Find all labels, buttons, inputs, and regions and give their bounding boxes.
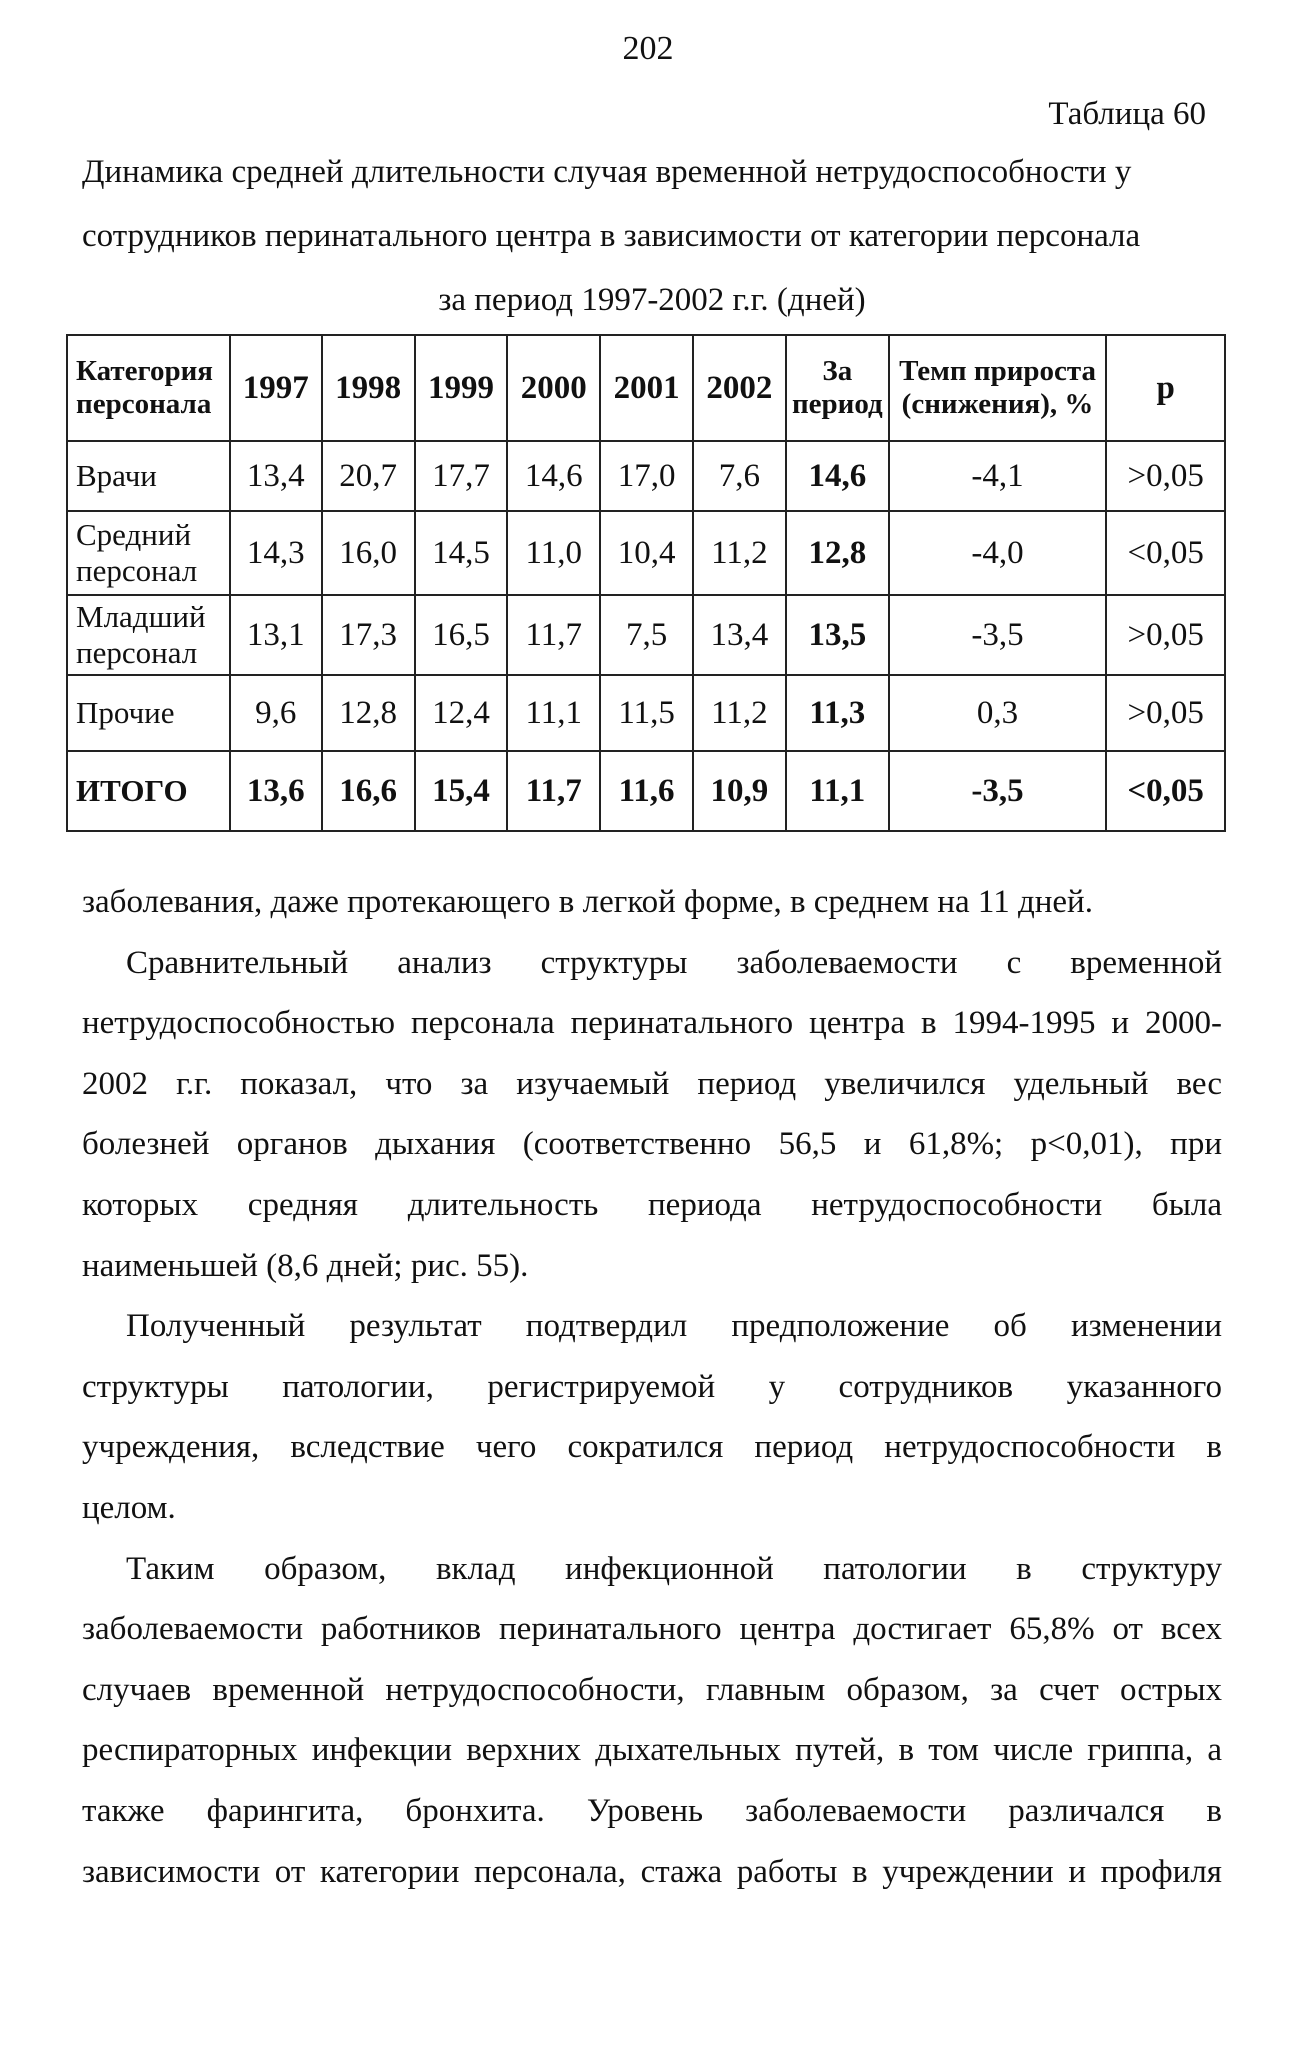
header-period: За период [786, 335, 889, 441]
header-year: 2000 [507, 335, 600, 441]
table-cell: 11,7 [507, 595, 600, 675]
header-year: 1998 [322, 335, 415, 441]
text-line: наименьшей (8,6 дней; рис. 55). [82, 1247, 529, 1284]
text-line: которых средняя длительность периода нетрудоспособности была [82, 1186, 1222, 1223]
table-cell: 11,3 [786, 675, 889, 751]
text-line: респираторных инфекции верхних дыхательных путей, в том числе гриппа, а [82, 1732, 1222, 1769]
header-growth-rate: Темп прироста (снижения), % [889, 335, 1106, 441]
text-line: зависимости от категории персонала, стажа работы в учреждении и профиля [82, 1853, 1222, 1890]
table-cell: 11,1 [507, 675, 600, 751]
table-cell: -4,0 [889, 511, 1106, 595]
caption-line: сотрудников перинатального центра в зависимости от категории персонала [82, 218, 1141, 254]
table-cell: 15,4 [415, 751, 508, 831]
table-cell: 13,6 [230, 751, 322, 831]
table-cell: 11,6 [600, 751, 693, 831]
table-cell: 13,4 [693, 595, 786, 675]
cell-category: Младший персонал [67, 595, 230, 675]
header-year: 1999 [415, 335, 508, 441]
table-cell: 17,3 [322, 595, 415, 675]
header-p: р [1106, 335, 1225, 441]
table-cell: 12,8 [786, 511, 889, 595]
caption-line: Динамика средней длительности случая временной нетрудоспособности у [82, 154, 1132, 190]
table-cell: 20,7 [322, 441, 415, 511]
text-line: нетрудоспособностью персонала перинатального центра в 1994-1995 и 2000- [82, 1005, 1222, 1042]
table-cell: 14,5 [415, 511, 508, 595]
table-cell: 14,6 [507, 441, 600, 511]
table-total-row [67, 751, 1225, 831]
text-line: случаев временной нетрудоспособности, главным образом, за счет острых [82, 1671, 1222, 1708]
table-cell: 17,7 [415, 441, 508, 511]
cell-category: Прочие [67, 675, 230, 751]
table-caption [82, 140, 1222, 332]
cell-category: ИТОГО [67, 751, 230, 831]
text-line: заболевания, даже протекающего в легкой форме, в среднем на 11 дней. [82, 884, 1093, 920]
table-cell: 11,0 [507, 511, 600, 595]
table-cell: 11,5 [600, 675, 693, 751]
caption-line: за период 1997-2002 г.г. (дней) [438, 282, 866, 318]
table-cell: 10,9 [693, 751, 786, 831]
table-row [67, 511, 1225, 595]
table-cell: 7,5 [600, 595, 693, 675]
text-line: целом. [82, 1489, 176, 1526]
table-cell: 11,2 [693, 675, 786, 751]
data-table [66, 334, 1226, 832]
header-year: 1997 [230, 335, 322, 441]
header-category: Категория персонала [67, 335, 230, 441]
table-row [67, 675, 1225, 751]
table-cell: 7,6 [693, 441, 786, 511]
table-cell: 0,3 [889, 675, 1106, 751]
table-cell: <0,05 [1106, 511, 1225, 595]
text-line: учреждения, вследствие чего сократился период нетрудоспособности в [82, 1429, 1222, 1466]
table-cell: -3,5 [889, 751, 1106, 831]
table-header-row [67, 335, 1225, 441]
table-row [67, 441, 1225, 511]
text-line: Таким образом, вклад инфекционной патологии в структуру [126, 1550, 1222, 1587]
text-line: также фарингита, бронхита. Уровень заболеваемости различался в [82, 1792, 1222, 1829]
table-cell: >0,05 [1106, 441, 1225, 511]
table-cell: 13,1 [230, 595, 322, 675]
table-cell: 16,6 [322, 751, 415, 831]
table-cell: 16,0 [322, 511, 415, 595]
table-cell: 11,7 [507, 751, 600, 831]
table-cell: >0,05 [1106, 675, 1225, 751]
text-line: болезней органов дыхания (соответственно 56,5 и 61,8%; р<0,01), при [82, 1126, 1222, 1163]
table-label: Таблица 60 [1048, 96, 1206, 132]
table-cell: 11,1 [786, 751, 889, 831]
table-cell: 17,0 [600, 441, 693, 511]
text-line: Сравнительный анализ структуры заболеваемости с временной [126, 944, 1222, 981]
cell-category: Средний персонал [67, 511, 230, 595]
table-cell: 14,3 [230, 511, 322, 595]
table-cell: 13,5 [786, 595, 889, 675]
table-cell: 11,2 [693, 511, 786, 595]
table-cell: 14,6 [786, 441, 889, 511]
text-line: 2002 г.г. показал, что за изучаемый период увеличился удельный вес [82, 1065, 1222, 1102]
table-cell: -3,5 [889, 595, 1106, 675]
table-cell: <0,05 [1106, 751, 1225, 831]
table-cell: 9,6 [230, 675, 322, 751]
table-cell: 10,4 [600, 511, 693, 595]
text-line: Полученный результат подтвердил предположение об изменении [126, 1308, 1222, 1345]
header-year: 2001 [600, 335, 693, 441]
text-line: структуры патологии, регистрируемой у сотрудников указанного [82, 1368, 1222, 1405]
table-cell: 12,4 [415, 675, 508, 751]
body-text [82, 872, 1222, 1902]
cell-category: Врачи [67, 441, 230, 511]
table-cell: 16,5 [415, 595, 508, 675]
page-number: 202 [622, 30, 674, 67]
table-cell: >0,05 [1106, 595, 1225, 675]
table-cell: 12,8 [322, 675, 415, 751]
text-line: заболеваемости работников перинатального центра достигает 65,8% от всех [82, 1611, 1222, 1648]
table-cell: -4,1 [889, 441, 1106, 511]
header-year: 2002 [693, 335, 786, 441]
table-row [67, 595, 1225, 675]
table-cell: 13,4 [230, 441, 322, 511]
